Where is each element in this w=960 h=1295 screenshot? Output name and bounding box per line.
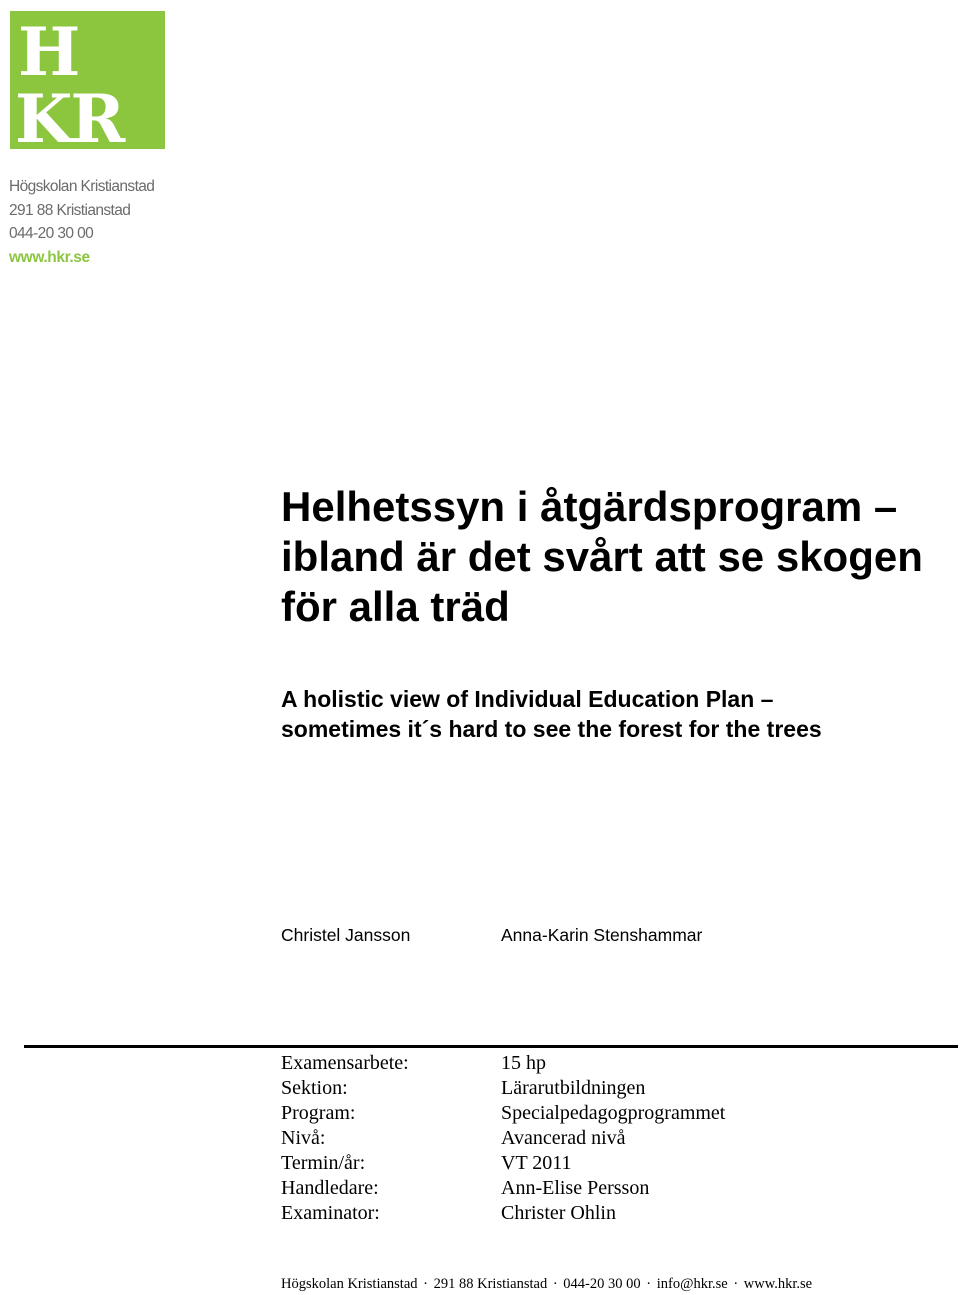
info-row-niva bbox=[281, 1126, 951, 1151]
thesis-title bbox=[281, 482, 951, 632]
divider-line bbox=[24, 1045, 958, 1048]
title-line-3: för alla träd bbox=[281, 583, 510, 630]
info-key: Handledare: bbox=[281, 1177, 379, 1199]
info-row-handledare bbox=[281, 1176, 951, 1201]
info-key: Sektion: bbox=[281, 1077, 348, 1099]
info-row-sektion bbox=[281, 1076, 951, 1101]
footer-separator: · bbox=[552, 1276, 558, 1292]
info-row-examensarbete bbox=[281, 1051, 951, 1076]
subtitle-line-1: A holistic view of Individual Education Plan – bbox=[281, 686, 774, 712]
info-value: Specialpedagogprogrammet bbox=[501, 1102, 726, 1124]
hkr-logo-mark bbox=[10, 11, 165, 149]
logo-institution: Högskolan Kristianstad bbox=[9, 178, 155, 195]
footer-separator: · bbox=[646, 1276, 652, 1292]
author-2: Anna-Karin Stenshammar bbox=[501, 925, 703, 945]
footer-email: info@hkr.se bbox=[656, 1276, 728, 1292]
logo-letters-top: H bbox=[18, 13, 81, 91]
footer-phone: 044-20 30 00 bbox=[563, 1276, 641, 1292]
info-value: VT 2011 bbox=[501, 1152, 572, 1174]
logo-phone: 044-20 30 00 bbox=[9, 225, 94, 242]
logo-address bbox=[9, 175, 154, 269]
footer-postal: 291 88 Kristianstad bbox=[433, 1276, 548, 1292]
info-key: Termin/år: bbox=[281, 1152, 366, 1174]
footer-institution: Högskolan Kristianstad bbox=[281, 1276, 418, 1292]
info-key: Examensarbete: bbox=[281, 1052, 409, 1074]
footer-separator: · bbox=[423, 1276, 428, 1292]
info-value: Ann-Elise Persson bbox=[501, 1177, 650, 1199]
author-1: Christel Jansson bbox=[281, 925, 411, 945]
logo-web: www.hkr.se bbox=[9, 248, 90, 266]
info-value: Avancerad nivå bbox=[501, 1127, 626, 1149]
info-key: Examinator: bbox=[281, 1202, 380, 1224]
info-value: Christer Ohlin bbox=[501, 1202, 616, 1224]
info-value: Lärarutbildningen bbox=[501, 1077, 646, 1099]
footer-web: www.hkr.se bbox=[743, 1276, 813, 1292]
thesis-info-table bbox=[281, 1051, 951, 1226]
hkr-logo bbox=[10, 11, 165, 149]
info-key: Program: bbox=[281, 1102, 356, 1124]
info-row-program bbox=[281, 1101, 951, 1126]
info-row-examinator bbox=[281, 1201, 951, 1226]
logo-postal: 291 88 Kristianstad bbox=[9, 201, 131, 219]
subtitle-line-2: sometimes it´s hard to see the forest for the trees bbox=[281, 716, 822, 742]
thesis-subtitle bbox=[281, 684, 951, 744]
page-footer bbox=[281, 1275, 951, 1293]
footer-separator: · bbox=[733, 1276, 739, 1292]
title-line-2: ibland är det svårt att se skogen bbox=[281, 533, 923, 580]
info-value: 15 hp bbox=[501, 1052, 546, 1074]
title-line-1: Helhetssyn i åtgärdsprogram – bbox=[281, 483, 898, 530]
info-key: Nivå: bbox=[281, 1127, 326, 1149]
info-row-termin bbox=[281, 1151, 951, 1176]
logo-letters-bottom: KR bbox=[15, 80, 124, 149]
